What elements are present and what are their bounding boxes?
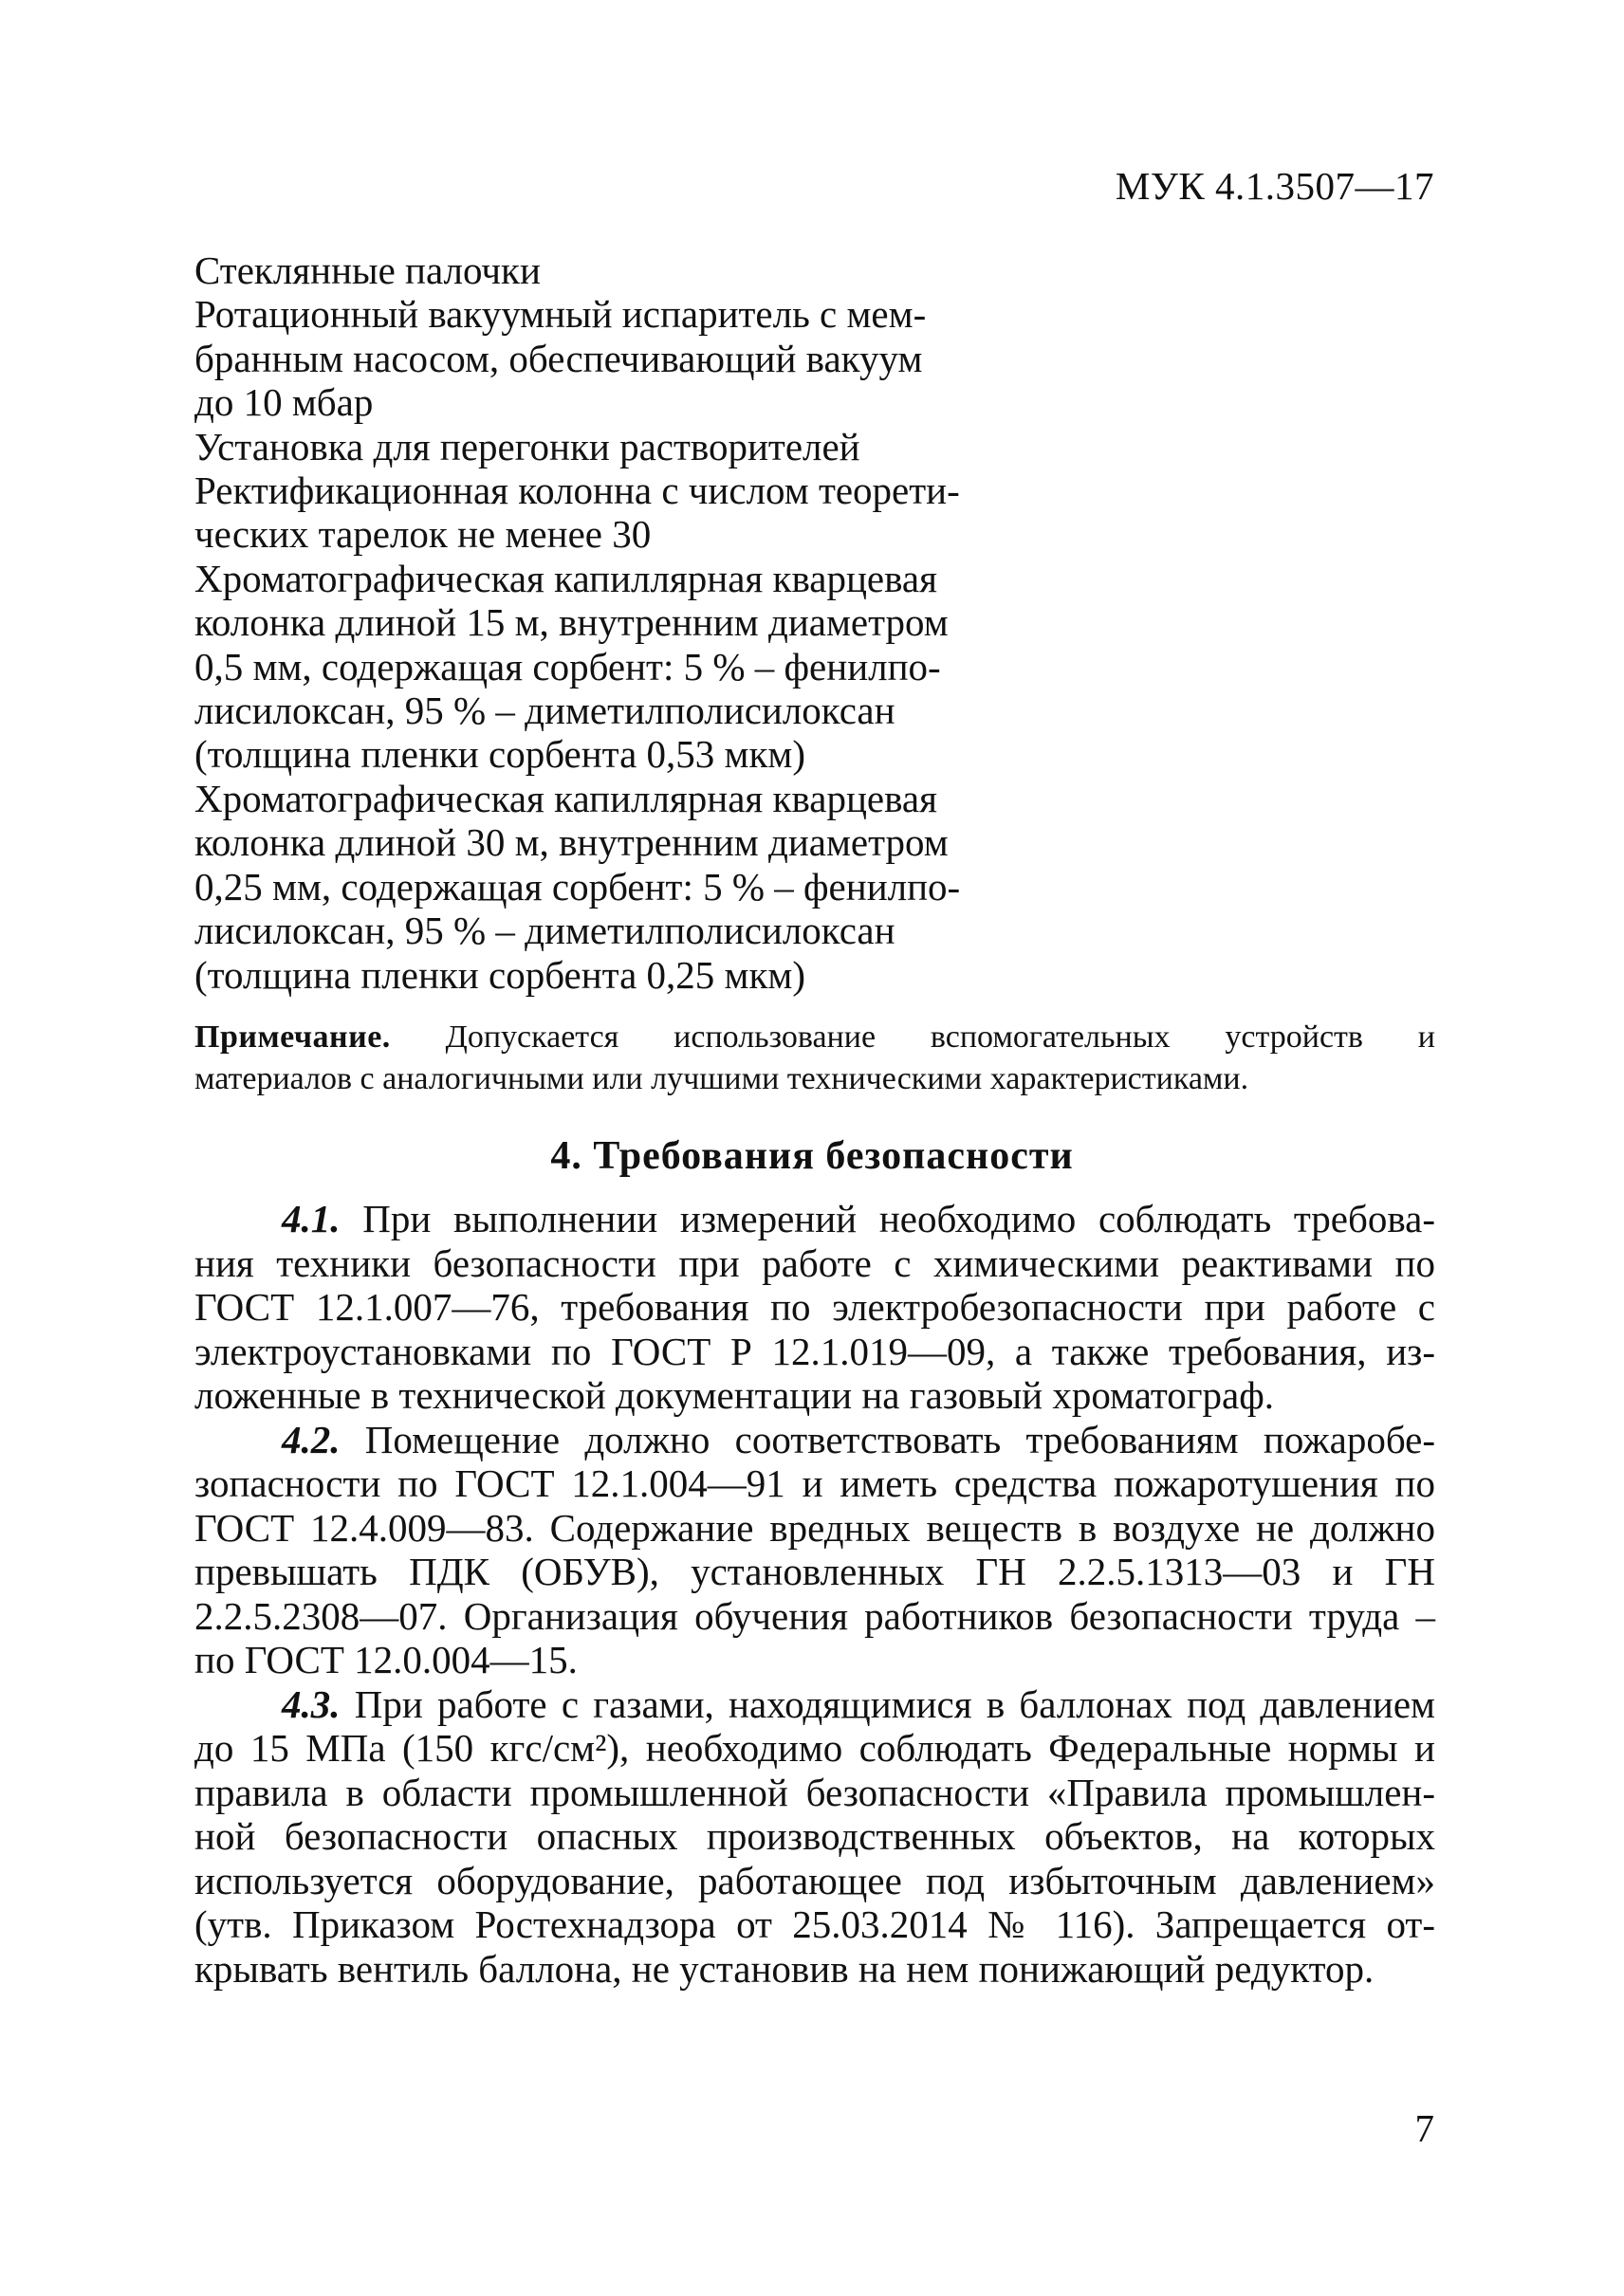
paragraph-line: по ГОСТ 12.0.004—15. xyxy=(194,1638,578,1681)
equipment-item-line: лисилоксан, 95 % – диметилполисилоксан xyxy=(194,689,895,733)
page-number: 7 xyxy=(1414,2106,1434,2150)
section-title: 4. Требования безопасности xyxy=(550,1134,1074,1178)
note-line: материалов с аналогичными или лучшими техническими характеристиками. xyxy=(194,1061,1249,1096)
paragraph-text: Помещение должно соответствовать требованиям пожаробе- xyxy=(340,1417,1435,1461)
section-paragraph xyxy=(194,1682,1435,1992)
equipment-item-line: до 10 мбар xyxy=(194,380,374,425)
equipment-list xyxy=(194,248,1029,997)
paragraph-line xyxy=(194,1197,1435,1241)
paragraph-line: ГОСТ 12.1.007—76, требования по электробезопасности при работе с xyxy=(194,1285,1435,1329)
equipment-item-line: Стеклянные палочки xyxy=(194,248,541,292)
paragraph-line: электроустановками по ГОСТ Р 12.1.019—09, а также требования, из- xyxy=(194,1329,1435,1373)
equipment-item-line: (толщина пленки сорбента 0,53 мкм) xyxy=(194,732,805,777)
paragraph-line: ния техники безопасности при работе с химическими реактивами по xyxy=(194,1240,1435,1285)
equipment-item-line: (толщина пленки сорбента 0,25 мкм) xyxy=(194,952,805,997)
equipment-item xyxy=(194,425,1029,468)
paragraph-line xyxy=(194,1418,1435,1462)
paragraph-line: ГОСТ 12.4.009—83. Содержание вредных веществ в воздухе не должно xyxy=(194,1505,1435,1550)
equipment-item-line: Установка для перегонки растворителей xyxy=(194,424,860,468)
equipment-item-line: Хроматографическая капиллярная кварцевая xyxy=(194,556,937,600)
paragraph-text: При выполнении измерений необходимо соблюдать требова- xyxy=(340,1197,1435,1240)
equipment-item-line: ческих тарелок не менее 30 xyxy=(194,512,652,557)
paragraph-line: 2.2.5.2308—07. Организация обучения работников безопасности труда – xyxy=(194,1593,1435,1638)
paragraph-number: 4.1. xyxy=(282,1197,341,1240)
paragraph-line: зопасности по ГОСТ 12.1.004—91 и иметь средства пожаротушения по xyxy=(194,1461,1435,1505)
paragraph-line: ной безопасности опасных производственных объектов, на которых xyxy=(194,1814,1435,1858)
note-block xyxy=(194,1017,1435,1100)
section-paragraph xyxy=(194,1418,1435,1682)
equipment-item-line: лисилоксан, 95 % – диметилполисилоксан xyxy=(194,909,895,953)
equipment-item-line: колонка длиной 30 м, внутренним диаметром xyxy=(194,820,949,865)
paragraph-line: ложенные в технической документации на газовый хроматограф. xyxy=(194,1373,1275,1417)
equipment-item-line: Ротационный вакуумный испаритель с мем- xyxy=(194,292,927,337)
equipment-item-line: Ректификационная колонна с числом теорети- xyxy=(194,468,960,513)
equipment-item xyxy=(194,248,1029,292)
equipment-item xyxy=(194,468,1029,557)
paragraph-line: превышать ПДК (ОБУВ), установленных ГН 2.2.5.1313—03 и ГН xyxy=(194,1550,1435,1593)
section-paragraph xyxy=(194,1197,1435,1418)
equipment-item-line: 0,5 мм, содержащая сорбент: 5 % – фенилпо- xyxy=(194,644,941,689)
paragraph-number: 4.3. xyxy=(282,1681,341,1726)
paragraph-line: используется оборудование, работающее под избыточным давлением» xyxy=(194,1858,1435,1902)
paragraph-text: При работе с газами, находящимися в баллонах под давлением xyxy=(340,1681,1435,1726)
equipment-item-line: 0,25 мм, содержащая сорбент: 5 % – фенилпо- xyxy=(194,864,961,909)
paragraph-line: (утв. Приказом Ростехнадзора от 25.03.2014 № 116). Запрещается от- xyxy=(194,1902,1435,1946)
document-code-header: МУК 4.1.3507—17 xyxy=(1115,164,1434,208)
paragraph-line: до 15 МПа (150 кгс/см²), необходимо соблюдать Федеральные нормы и xyxy=(194,1726,1435,1770)
paragraph-line: правила в области промышленной безопасности «Правила промышлен- xyxy=(194,1770,1435,1814)
equipment-item xyxy=(194,777,1029,997)
note-line xyxy=(194,1017,1435,1058)
equipment-item-line: колонка длиной 15 м, внутренним диаметром xyxy=(194,600,949,645)
note-text: Допускается использование вспомогательных устройств и xyxy=(390,1019,1435,1055)
equipment-item-line: Хроматографическая капиллярная кварцевая xyxy=(194,776,937,820)
paragraph-number: 4.2. xyxy=(282,1417,341,1461)
paragraph-line xyxy=(194,1682,1435,1727)
equipment-item xyxy=(194,557,1029,777)
paragraph-line: крывать вентиль баллона, не установив на нем понижающий редуктор. xyxy=(194,1946,1375,1991)
equipment-item-line: бранным насосом, обеспечивающий вакуум xyxy=(194,336,923,380)
equipment-item xyxy=(194,292,1029,424)
note-label: Примечание. xyxy=(194,1019,391,1055)
safety-requirements-body xyxy=(194,1197,1435,1991)
